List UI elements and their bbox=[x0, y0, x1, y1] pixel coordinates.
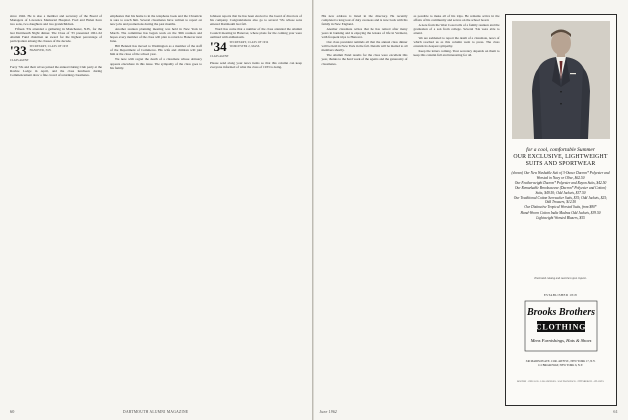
class-secretary-block bbox=[30, 45, 69, 52]
ad-product-item: Our Remarkable Brooksweave (Dacron* Polyester and Cotton) Suits, $49.50; Odd Jackets, $37.50 bbox=[514, 185, 607, 195]
paragraph: We note with regret the death of a classmate whose obituary appears elsewhere in this issue. The sympathy of the class goes to his family. bbox=[110, 57, 202, 70]
class-secretary-block bbox=[230, 41, 269, 48]
ad-headline-line: OUR EXCLUSIVE, LIGHTWEIGHT bbox=[513, 153, 608, 160]
paragraph: The Alumni Fund results for the class were excellent this year, thanks to the hard work of the agents and the generosity of classmates. bbox=[321, 53, 408, 66]
paragraph: Keep the letters coming. Your secretary depends on them to keep this column full and interesting for all. bbox=[413, 49, 500, 58]
ad-product-item: Hand-Woven Cotton India Madras Odd Jackets, $39.50 bbox=[520, 210, 601, 215]
left-column-2 bbox=[110, 14, 202, 71]
paragraph: Fifteen '33s attended a gathering in Manchester, N.H., for the last Dartmouth Night dinner. The Class of '33 presented 1961–62 Alumni Fund chairmen an award for the highest percentage of participation among the classes of the decade. bbox=[10, 27, 102, 44]
right-column-2 bbox=[414, 14, 500, 58]
brooks-brothers-logo bbox=[524, 300, 598, 352]
secretary-line: HANOVER, N.H. bbox=[29, 48, 52, 52]
paragraph: A note from the West Coast tells of a family reunion and the graduation of a son from college. Several '34s were able to attend. bbox=[413, 23, 500, 36]
paragraph: Bill Bennett has moved to Washington as a member of the staff of the Department of Commerce. His wife and children will join him at the close of the school year. bbox=[110, 44, 202, 57]
secretary-line: WORCESTER 2, MASS. bbox=[229, 44, 261, 48]
brand-clothing: CLOTHING bbox=[535, 322, 586, 332]
ad-branches: BOSTON · CHICAGO · LOS ANGELES · SAN FRANCISCO · PITTSBURGH · ATLANTA bbox=[517, 381, 604, 383]
paragraph: Forty '33s and their wives joined the annual Outing Club party at the Ravine Lodge in April, and the class luncheon during Commencement drew a fine crowd of returning classmates. bbox=[10, 64, 102, 77]
footer-magazine-title: DARTMOUTH ALUMNI MAGAZINE bbox=[123, 410, 189, 414]
paragraph: We are saddened to report the death of a classmate, news of which reached us as this column went to press. The class extends its deepest sympathy. bbox=[413, 36, 500, 49]
paragraph: Word has come that a number of the class attended the Alumni Council meeting in Hanover, where plans for the coming year were outlined with enthusiasm. bbox=[210, 27, 302, 40]
class-agent-line: CLASS AGENT bbox=[210, 55, 229, 59]
class-heading-1934 bbox=[210, 41, 302, 53]
ad-footnote: Illustrated catalog and swatches upon request. bbox=[534, 277, 587, 280]
left-column-1 bbox=[10, 14, 102, 78]
class-year-number: '33 bbox=[10, 43, 27, 59]
paragraph: Please send along your news items so that this column can keep everyone informed of what the class of 1933 is doing. bbox=[210, 60, 302, 69]
suit-model-photo bbox=[512, 21, 610, 139]
ad-product-item: Lightweight Worsted Blazers, $55 bbox=[536, 215, 585, 220]
ad-headline-line: SUITS AND SPORTWEAR bbox=[525, 160, 596, 167]
address-line: 346 MADISON AVE. COR. 44TH ST., NEW YORK 17, N.Y. bbox=[525, 360, 596, 363]
secretary-line: SECRETARY, CLASS OF 1934 bbox=[229, 41, 269, 45]
ad-product-item: Our Traditional Cotton Seersucker Suits, $35; Odd Jackets, $25; Odd Trousers, $12.50 bbox=[513, 195, 608, 205]
ad-product-item: (shown) Our New Washable Suit of 3-Ounce Dacron* Polyester and Worsted in Navy or Olive, $62.50 bbox=[511, 171, 610, 180]
page-number-right: 61 bbox=[613, 409, 618, 414]
left-column-3 bbox=[210, 14, 302, 70]
class-agent-line: CLASS AGENT bbox=[10, 59, 29, 63]
paragraph: His new address is listed in the directory. He recently completed a long tour of duty overseas and is now back with his family in New England. bbox=[321, 14, 408, 27]
paragraph: Another reunion planning meeting was held in New York in March. The committee has begun work on the 30th reunion and hopes every member of the class will plan to return to Hanover next June. bbox=[110, 27, 202, 44]
paragraph: since 1946. He is also a member and secretary of the Board of Managers of Lawrence Memorial Hospital. Fred and Helen have two sons, two daughters and two grandchildren. bbox=[10, 14, 102, 27]
class-heading-1933 bbox=[10, 45, 102, 57]
ad-product-item: Our Featherweight Dacron* Polyester and Rayon Suits, $42.50 bbox=[514, 180, 607, 185]
paragraph: Another classmate writes that he has retired after many years in banking and is enjoying the leisure of life in Vermont, with frequent trips to Hanover. bbox=[321, 27, 408, 40]
footer-issue-date: June 1962 bbox=[319, 410, 338, 414]
paragraph: Johnson reports that he has been elected to the board of directors of his company. Congratulations also go to several '33s whose sons entered Dartmouth last fall. bbox=[210, 14, 302, 27]
brooks-brothers-advertisement bbox=[505, 14, 617, 406]
brand-subline: Mens Furnishings, Hats & Shoes bbox=[530, 338, 591, 343]
ad-product-item: Our Distinctive Tropical Worsted Suits, from $80* bbox=[524, 205, 597, 210]
established-line: ESTABLISHED 1818 bbox=[543, 293, 578, 297]
class-year-number: '34 bbox=[210, 39, 227, 55]
ad-headline-line: for a cool, comfortable Summer bbox=[526, 147, 595, 153]
ad-address bbox=[510, 360, 612, 368]
paragraph: emphasize that his home is in the telephone book and the Chronicle is sure to reach him. Several classmates have written to report on new jobs and promotions during the past months. bbox=[110, 14, 202, 27]
page-number-left: 60 bbox=[10, 409, 15, 414]
man-in-suit-illustration bbox=[512, 21, 610, 139]
secretary-line: SECRETARY, CLASS OF 1933 bbox=[29, 45, 69, 49]
address-line: 111 BROADWAY, NEW YORK 6, N.Y. bbox=[537, 363, 584, 367]
paragraph: Our class president reminds all that the annual class dinner will be held in New York in the fall. Details will be mailed to all members shortly. bbox=[321, 40, 408, 53]
ad-headline bbox=[510, 147, 612, 168]
left-page bbox=[0, 0, 313, 420]
right-column-1 bbox=[322, 14, 408, 67]
right-page bbox=[314, 0, 628, 420]
ad-product-list bbox=[511, 171, 611, 221]
brand-name: Brooks Brothers bbox=[526, 307, 595, 318]
paragraph: as possible to make all of his trips. He remains active in the affairs of his community and serves on the school board. bbox=[413, 14, 500, 23]
